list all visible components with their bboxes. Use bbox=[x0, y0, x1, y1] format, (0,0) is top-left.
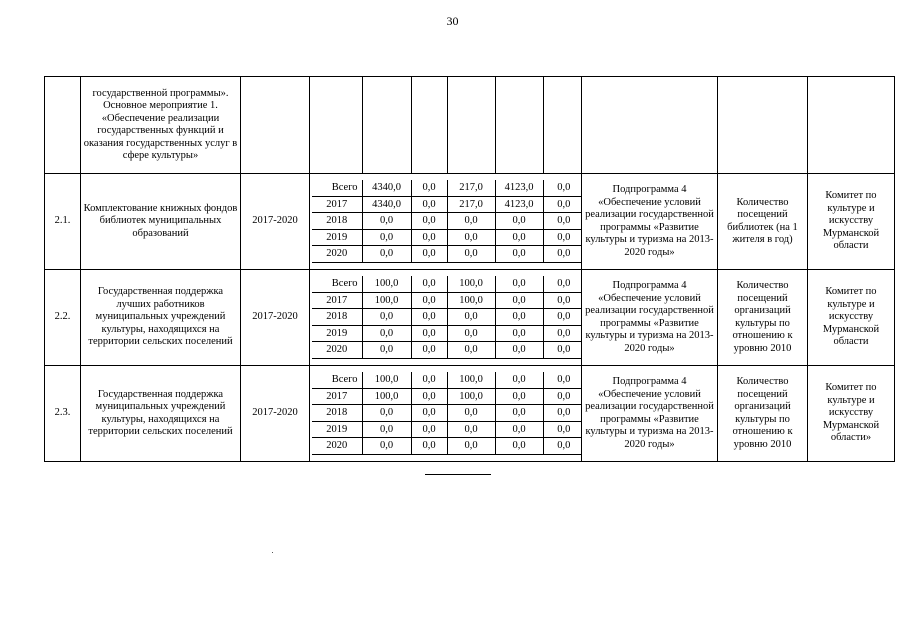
activity-name: Государственная поддержка лучших работников муниципальных учреждений культуры, находящихся на территории сельских поселений bbox=[81, 270, 241, 366]
finance-row bbox=[312, 213, 582, 230]
finance-value: 0,0 bbox=[362, 438, 411, 455]
finance-value: 0,0 bbox=[411, 276, 447, 292]
row-number: 2.1. bbox=[45, 174, 81, 270]
continuation-finance-grid bbox=[312, 77, 582, 173]
finance-value: 217,0 bbox=[447, 180, 495, 196]
page-number: 30 bbox=[446, 14, 459, 28]
finance-value: 0,0 bbox=[362, 325, 411, 342]
finance-value: 0,0 bbox=[447, 213, 495, 230]
table-row bbox=[45, 174, 895, 270]
finance-value: 0,0 bbox=[411, 309, 447, 326]
finance-value: 0,0 bbox=[495, 292, 543, 309]
row-number: 2.2. bbox=[45, 270, 81, 366]
finance-value: 0,0 bbox=[543, 438, 582, 455]
finance-value: 0,0 bbox=[543, 229, 582, 246]
finance-grid bbox=[312, 276, 582, 359]
finance-value: 0,0 bbox=[362, 309, 411, 326]
finance-value: 0,0 bbox=[362, 246, 411, 263]
finance-value: 0,0 bbox=[495, 421, 543, 438]
finance-value: 0,0 bbox=[543, 180, 582, 196]
finance-row bbox=[312, 246, 582, 263]
finance-value: 0,0 bbox=[362, 421, 411, 438]
finance-row bbox=[312, 229, 582, 246]
finance-row bbox=[312, 292, 582, 309]
finance-year: 2018 bbox=[312, 309, 362, 326]
finance-value: 100,0 bbox=[362, 276, 411, 292]
finance-grid bbox=[312, 372, 582, 455]
finance-row bbox=[312, 342, 582, 359]
finance-cell bbox=[310, 270, 582, 366]
period: 2017-2020 bbox=[241, 270, 310, 366]
finance-value: 100,0 bbox=[447, 276, 495, 292]
finance-year: 2017 bbox=[312, 292, 362, 309]
finance-value: 0,0 bbox=[411, 438, 447, 455]
continuation-name: государственной программы». Основное мероприятие 1. «Обеспечение реализации государственных функций и оказания государственных услуг в сфере культуры» bbox=[81, 77, 241, 174]
finance-value: 0,0 bbox=[543, 325, 582, 342]
period: 2017-2020 bbox=[241, 366, 310, 462]
footnote-separator bbox=[425, 474, 491, 475]
finance-value: 100,0 bbox=[362, 388, 411, 405]
finance-cell bbox=[310, 366, 582, 462]
finance-value: 0,0 bbox=[447, 246, 495, 263]
finance-value: 0,0 bbox=[543, 292, 582, 309]
indicator-name: Количество посещений организаций культуры по отношению к уровню 2010 bbox=[718, 270, 808, 366]
finance-value: 0,0 bbox=[543, 309, 582, 326]
executor-name: Комитет по культуре и искусству Мурманской области bbox=[808, 174, 895, 270]
finance-year: 2020 bbox=[312, 246, 362, 263]
continuation-finance-cell bbox=[310, 77, 582, 174]
finance-year: 2019 bbox=[312, 421, 362, 438]
finance-value: 0,0 bbox=[447, 342, 495, 359]
finance-value: 0,0 bbox=[543, 405, 582, 422]
finance-row bbox=[312, 276, 582, 292]
finance-value: 0,0 bbox=[411, 388, 447, 405]
finance-value: 0,0 bbox=[543, 421, 582, 438]
finance-year: 2019 bbox=[312, 229, 362, 246]
finance-year: Всего bbox=[312, 180, 362, 196]
row-number: 2.3. bbox=[45, 366, 81, 462]
finance-value: 0,0 bbox=[495, 276, 543, 292]
finance-value: 0,0 bbox=[543, 372, 582, 388]
finance-value: 0,0 bbox=[411, 246, 447, 263]
finance-value: 0,0 bbox=[411, 342, 447, 359]
program-name: Подпрограмма 4 «Обеспечение условий реализации государственной программы «Развитие культуры и туризма на 2013-2020 годы» bbox=[582, 174, 718, 270]
scan-speck bbox=[272, 552, 273, 553]
finance-value: 0,0 bbox=[495, 309, 543, 326]
finance-value: 0,0 bbox=[495, 325, 543, 342]
continuation-program-cell bbox=[582, 77, 718, 174]
continuation-row bbox=[45, 77, 895, 174]
finance-row bbox=[312, 421, 582, 438]
finance-value: 0,0 bbox=[447, 325, 495, 342]
finance-value: 0,0 bbox=[495, 405, 543, 422]
finance-value: 100,0 bbox=[362, 292, 411, 309]
continuation-period-cell bbox=[241, 77, 310, 174]
finance-value: 0,0 bbox=[495, 229, 543, 246]
continuation-indicator-cell bbox=[718, 77, 808, 174]
continuation-executor-cell bbox=[808, 77, 895, 174]
finance-value: 0,0 bbox=[411, 196, 447, 213]
finance-value: 0,0 bbox=[447, 421, 495, 438]
finance-year: 2017 bbox=[312, 196, 362, 213]
finance-year: 2020 bbox=[312, 342, 362, 359]
finance-cell bbox=[310, 174, 582, 270]
period: 2017-2020 bbox=[241, 174, 310, 270]
finance-year: 2020 bbox=[312, 438, 362, 455]
finance-value: 0,0 bbox=[362, 229, 411, 246]
finance-value: 0,0 bbox=[411, 229, 447, 246]
finance-value: 0,0 bbox=[495, 438, 543, 455]
finance-value: 0,0 bbox=[411, 405, 447, 422]
program-name: Подпрограмма 4 «Обеспечение условий реализации государственной программы «Развитие культуры и туризма на 2013-2020 годы» bbox=[582, 366, 718, 462]
executor-name: Комитет по культуре и искусству Мурманской области» bbox=[808, 366, 895, 462]
program-table bbox=[44, 76, 895, 462]
indicator-name: Количество посещений организаций культуры по отношению к уровню 2010 bbox=[718, 366, 808, 462]
finance-value: 0,0 bbox=[543, 246, 582, 263]
indicator-name: Количество посещений библиотек (на 1 жителя в год) bbox=[718, 174, 808, 270]
finance-value: 100,0 bbox=[447, 292, 495, 309]
finance-value: 0,0 bbox=[495, 213, 543, 230]
finance-row bbox=[312, 309, 582, 326]
finance-row bbox=[312, 438, 582, 455]
finance-row bbox=[312, 405, 582, 422]
finance-year: 2019 bbox=[312, 325, 362, 342]
finance-value: 0,0 bbox=[411, 292, 447, 309]
finance-value: 4340,0 bbox=[362, 196, 411, 213]
table-row bbox=[45, 270, 895, 366]
finance-year: 2017 bbox=[312, 388, 362, 405]
finance-year: 2018 bbox=[312, 213, 362, 230]
finance-value: 4123,0 bbox=[495, 180, 543, 196]
activity-name: Государственная поддержка муниципальных учреждений культуры, находящихся на территории сельских поселений bbox=[81, 366, 241, 462]
finance-value: 0,0 bbox=[495, 342, 543, 359]
finance-value: 4340,0 bbox=[362, 180, 411, 196]
finance-value: 0,0 bbox=[543, 196, 582, 213]
finance-value: 0,0 bbox=[495, 372, 543, 388]
finance-value: 0,0 bbox=[543, 388, 582, 405]
finance-value: 0,0 bbox=[411, 213, 447, 230]
finance-value: 0,0 bbox=[362, 405, 411, 422]
finance-value: 0,0 bbox=[543, 342, 582, 359]
finance-value: 0,0 bbox=[447, 438, 495, 455]
finance-value: 100,0 bbox=[447, 388, 495, 405]
finance-value: 0,0 bbox=[543, 276, 582, 292]
executor-name: Комитет по культуре и искусству Мурманской области bbox=[808, 270, 895, 366]
finance-value: 0,0 bbox=[362, 213, 411, 230]
finance-value: 0,0 bbox=[411, 325, 447, 342]
finance-value: 4123,0 bbox=[495, 196, 543, 213]
continuation-num-cell bbox=[45, 77, 81, 174]
finance-grid bbox=[312, 180, 582, 263]
finance-value: 0,0 bbox=[495, 388, 543, 405]
table-row bbox=[45, 366, 895, 462]
finance-year: Всего bbox=[312, 276, 362, 292]
finance-value: 0,0 bbox=[543, 213, 582, 230]
finance-year: 2018 bbox=[312, 405, 362, 422]
finance-row bbox=[312, 196, 582, 213]
finance-value: 0,0 bbox=[447, 309, 495, 326]
finance-row bbox=[312, 372, 582, 388]
finance-value: 0,0 bbox=[447, 229, 495, 246]
activity-name: Комплектование книжных фондов библиотек муниципальных образований bbox=[81, 174, 241, 270]
finance-value: 0,0 bbox=[411, 372, 447, 388]
finance-value: 0,0 bbox=[411, 421, 447, 438]
finance-row bbox=[312, 388, 582, 405]
program-name: Подпрограмма 4 «Обеспечение условий реализации государственной программы «Развитие культуры и туризма на 2013-2020 годы» bbox=[582, 270, 718, 366]
finance-value: 0,0 bbox=[362, 342, 411, 359]
finance-value: 100,0 bbox=[447, 372, 495, 388]
finance-value: 0,0 bbox=[447, 405, 495, 422]
finance-value: 0,0 bbox=[495, 246, 543, 263]
finance-value: 100,0 bbox=[362, 372, 411, 388]
finance-row bbox=[312, 325, 582, 342]
finance-value: 0,0 bbox=[411, 180, 447, 196]
finance-value: 217,0 bbox=[447, 196, 495, 213]
finance-year: Всего bbox=[312, 372, 362, 388]
finance-row bbox=[312, 180, 582, 196]
